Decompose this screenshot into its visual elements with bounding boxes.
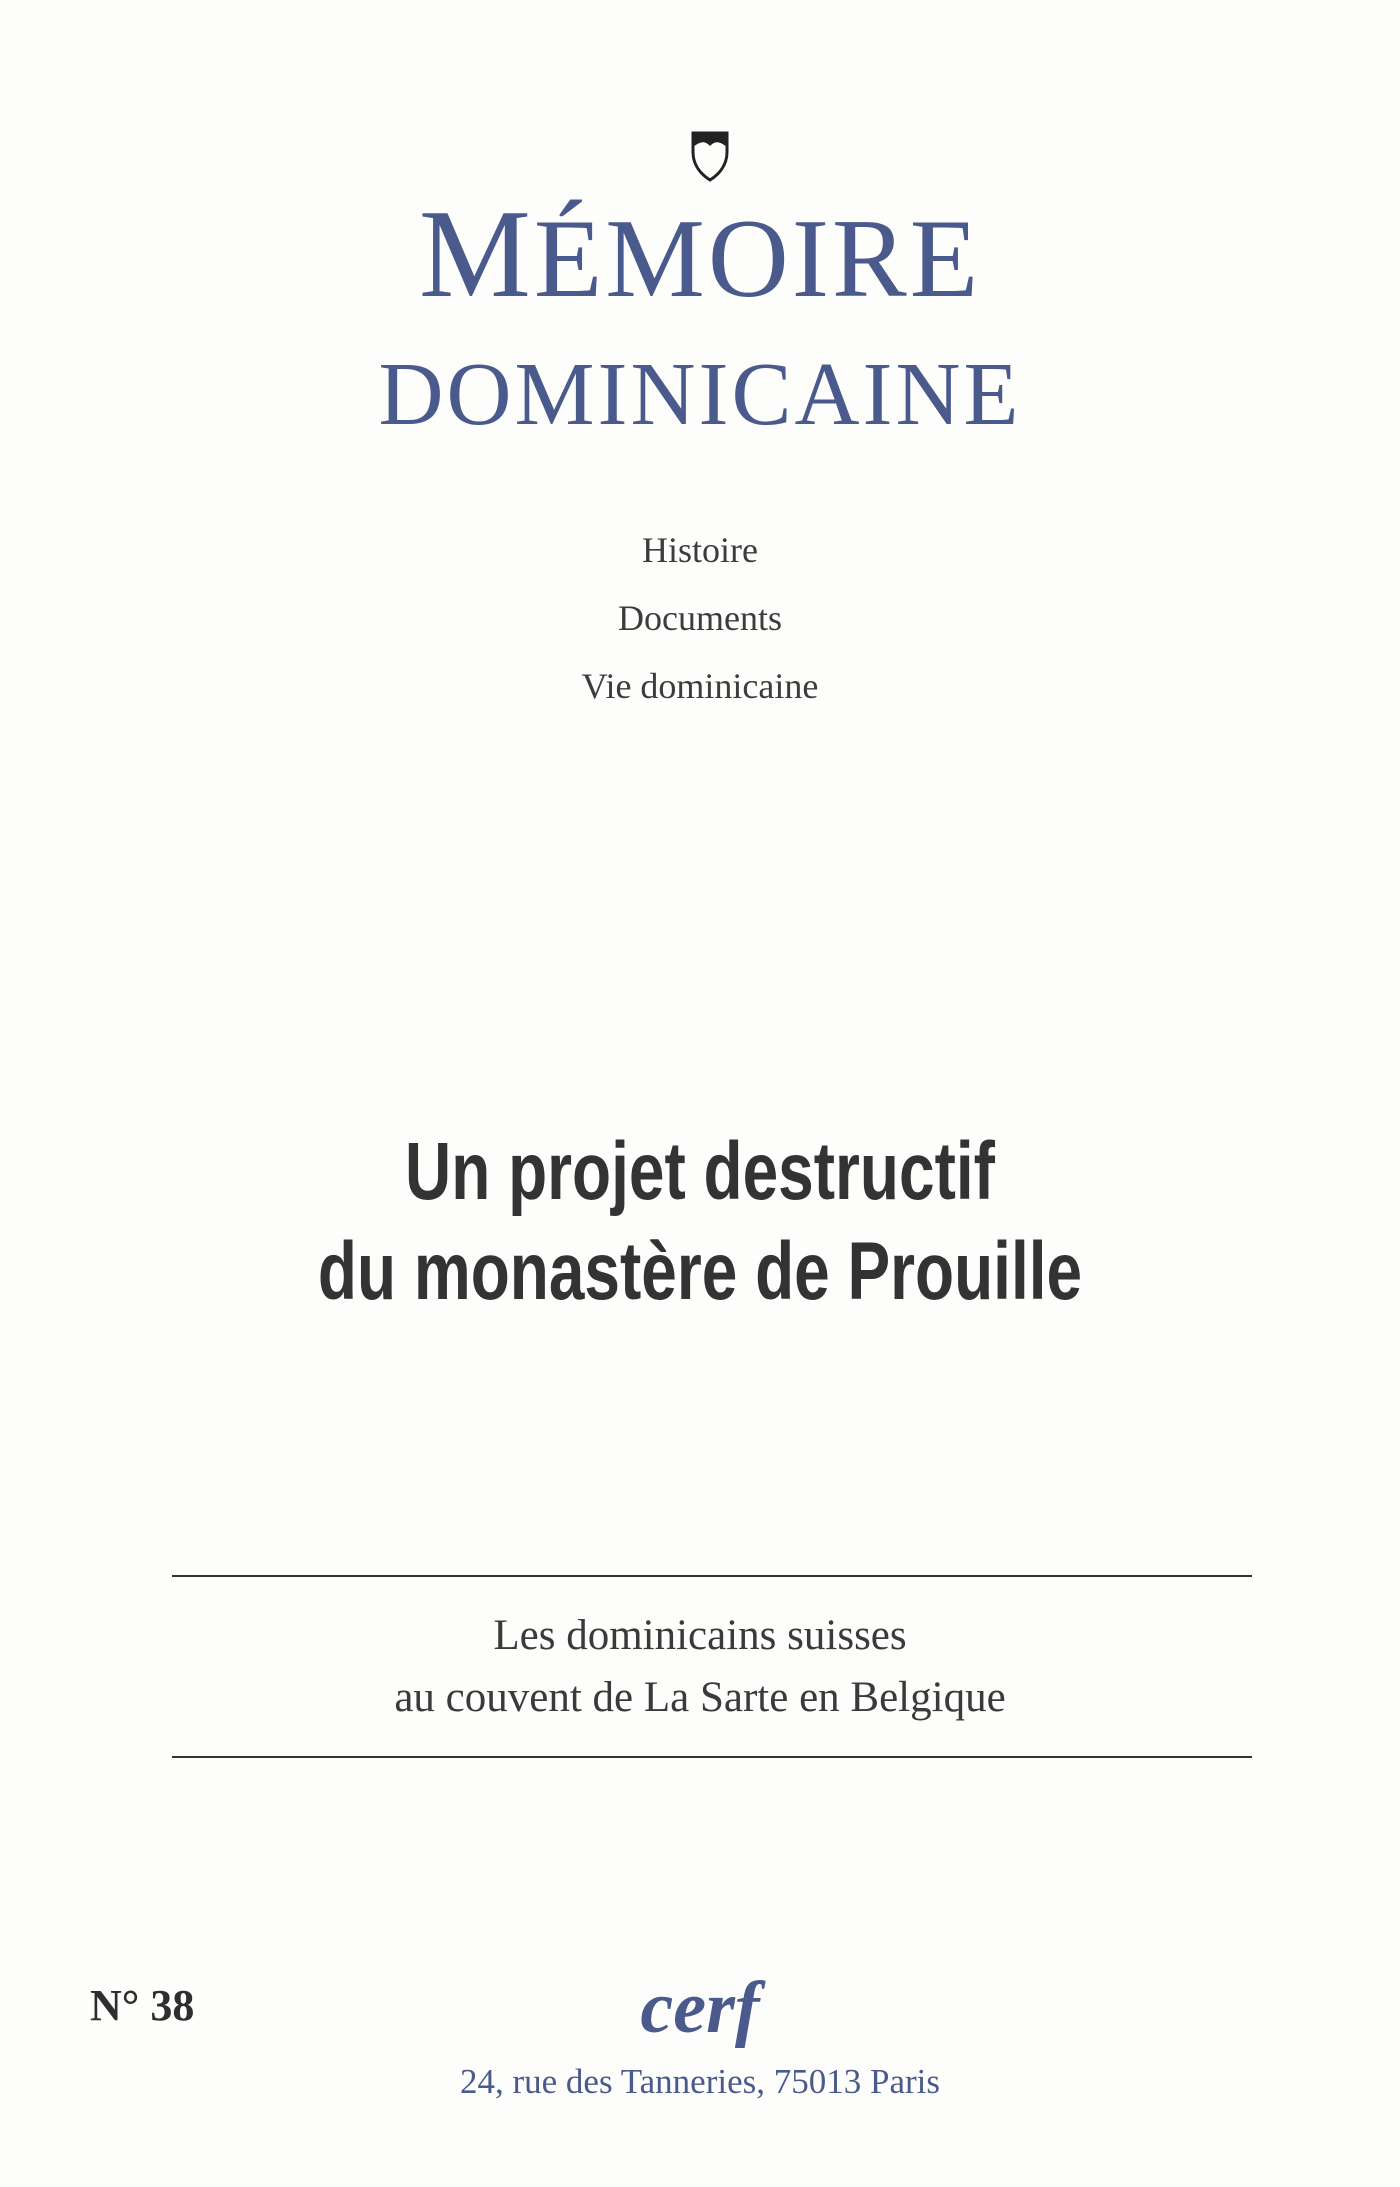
publisher-logo: cerf [640, 1967, 760, 2049]
headline-line-2: du monastère de Prouille [317, 1226, 1083, 1317]
subtitle-vie-dominicaine: Vie dominicaine [581, 666, 819, 706]
publisher-address: 24, rue des Tanneries, 75013 Paris [459, 2062, 940, 2101]
dominican-shield-icon [690, 130, 730, 182]
subtitle-histoire: Histoire [642, 530, 758, 570]
feature-line-2: au couvent de La Sarte en Belgique [394, 1674, 1006, 1721]
divider-bottom [172, 1756, 1252, 1758]
series-title-initial: M [418, 185, 534, 324]
divider-top [172, 1575, 1252, 1577]
feature-line-1: Les dominicains suisses [493, 1612, 907, 1659]
subtitle-documents: Documents [618, 598, 782, 638]
headline-line-1: Un projet destructif [405, 1126, 995, 1217]
series-title-rest: ÉMOIRE [533, 197, 982, 321]
series-title-line-2: DOMINICAINE [378, 345, 1022, 444]
issue-number: N° 38 [90, 1981, 195, 2030]
series-title-line-1 [0, 185, 1400, 324]
